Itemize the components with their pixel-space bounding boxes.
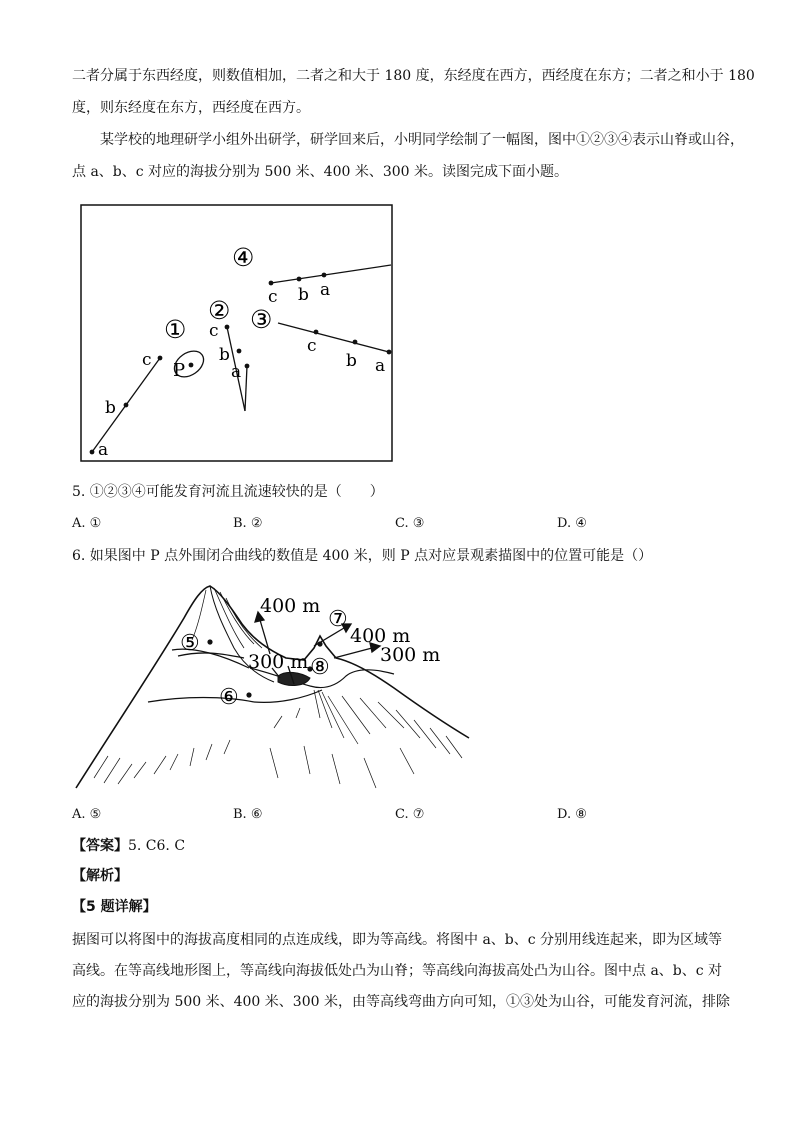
point-6 xyxy=(246,692,251,697)
point-4c xyxy=(269,281,274,286)
label-400m-a: 400 m xyxy=(260,595,321,617)
q5-option-b[interactable]: B. ② xyxy=(233,516,263,531)
label-3b: b xyxy=(346,351,357,371)
q6-option-c[interactable]: C. ⑦ xyxy=(395,807,425,822)
line-4 xyxy=(271,265,391,283)
point-1a xyxy=(90,450,95,455)
question-6-stem: 6. 如果图中 P 点外围闭合曲线的数值是 400 米，则 P 点对应景观素描图中的位置可能是（） xyxy=(72,548,653,564)
point-3c xyxy=(314,330,319,335)
label-2a: a xyxy=(231,362,242,382)
point-3a xyxy=(387,350,392,355)
label-8: ⑧ xyxy=(310,655,330,680)
label-3a: a xyxy=(375,356,386,376)
point-4b xyxy=(297,277,302,282)
point-1c xyxy=(158,356,163,361)
landscape-sketch xyxy=(74,578,474,798)
label-1c: c xyxy=(142,350,152,370)
answer-tag: 【答案】 xyxy=(72,838,128,854)
answer-text: 5. C6. C xyxy=(128,838,186,854)
question-5-stem: 5. ①②③④可能发育河流且流速较快的是（ ） xyxy=(72,484,384,500)
q6-option-a[interactable]: A. ⑤ xyxy=(72,807,102,822)
label-2c: c xyxy=(209,321,219,341)
label-p: P xyxy=(173,360,186,381)
point-2c xyxy=(225,325,230,330)
label-1: ① xyxy=(164,315,187,344)
label-400m-b: 400 m xyxy=(350,625,411,647)
analysis-tag: 【解析】 xyxy=(72,868,128,884)
point-1b xyxy=(124,403,129,408)
label-4a: a xyxy=(320,280,331,300)
label-2: ② xyxy=(208,296,231,325)
label-300m-a: 300 m xyxy=(248,651,309,673)
explanation-line-3: 应的海拔分别为 500 米、400 米、300 米，由等高线弯曲方向可知，①③处为山谷，可能发育河流，排除 xyxy=(72,994,730,1010)
label-3: ③ xyxy=(250,305,273,334)
point-5 xyxy=(207,639,212,644)
label-3c: c xyxy=(307,336,317,356)
label-2b: b xyxy=(219,345,230,365)
explanation-line-1: 据图可以将图中的海拔高度相同的点连成线，即为等高线。将图中 a、b、c 分别用线连起来，即为区域等 xyxy=(72,932,723,948)
label-1a: a xyxy=(98,440,109,460)
slope-hatching xyxy=(94,690,462,788)
point-p xyxy=(189,363,194,368)
ridge-valley-figure xyxy=(80,204,395,464)
label-6: ⑥ xyxy=(219,685,239,710)
answer-line xyxy=(72,836,185,856)
line-3 xyxy=(278,323,389,352)
prev-paragraph-line-2: 度，则东经度在东方，西经度在西方。 xyxy=(72,100,310,116)
label-5: ⑤ xyxy=(180,631,200,656)
label-4c: c xyxy=(268,287,278,307)
detail-5-tag: 【5 题详解】 xyxy=(72,899,157,915)
label-7: ⑦ xyxy=(328,607,348,632)
q5-option-a[interactable]: A. ① xyxy=(72,516,102,531)
label-4: ④ xyxy=(232,243,255,272)
point-4a xyxy=(322,273,327,278)
point-3b xyxy=(353,340,358,345)
q6-option-d[interactable]: D. ⑧ xyxy=(557,807,587,822)
point-2b xyxy=(237,349,242,354)
q5-option-d[interactable]: D. ④ xyxy=(557,516,587,531)
label-300m-b: 300 m xyxy=(380,644,441,666)
label-4b: b xyxy=(298,285,309,305)
prev-paragraph-line-1: 二者分属于东西经度，则数值相加，二者之和大于 180 度，东经度在西方，西经度在东方；二者之和小于 180 xyxy=(72,68,755,84)
explanation-line-2: 高线。在等高线地形图上，等高线向海拔低处凸为山脊；等高线向海拔高处凸为山谷。图中点 a、b、c 对 xyxy=(72,963,723,979)
q6-option-b[interactable]: B. ⑥ xyxy=(233,807,263,822)
intro-line-1: 某学校的地理研学小组外出研学，研学回来后，小明同学绘制了一幅图，图中①②③④表示山脊或山谷， xyxy=(100,132,744,148)
point-7 xyxy=(317,641,322,646)
label-1b: b xyxy=(105,398,116,418)
intro-line-2: 点 a、b、c 对应的海拔分别为 500 米、400 米、300 米。读图完成下面小题。 xyxy=(72,164,569,180)
q5-option-c[interactable]: C. ③ xyxy=(395,516,425,531)
